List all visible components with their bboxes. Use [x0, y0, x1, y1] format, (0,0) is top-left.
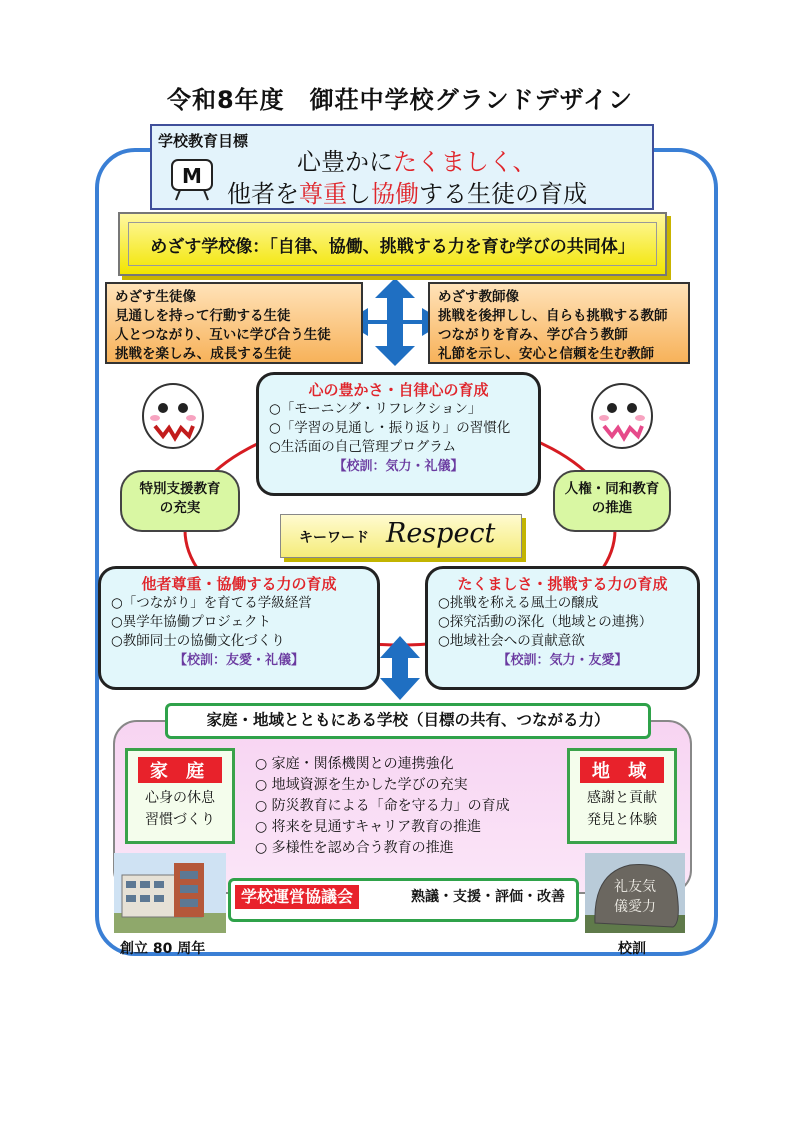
bubble-line: 人権・同和教育 [564, 481, 660, 497]
special-support-bubble [120, 470, 240, 532]
bubble-line: 特別支援教育 [139, 481, 221, 497]
page-title: 令和8年度 御荘中学校グランドデザイン [166, 86, 634, 114]
community-item: ○ 将来を見通すキャリア教育の推進 [255, 819, 482, 835]
student-ideal-item: 見通しを持って行動する生徒 [115, 308, 291, 324]
heart-growth-title: 心の豊かさ・自律心の育成 [308, 381, 489, 399]
heart-growth-item: ○「モーニング・リフレクション」 [269, 401, 482, 417]
strength-challenge-item: ○探究活動の深化（地域との連携） [438, 614, 653, 630]
svg-text:M: M [182, 164, 202, 188]
student-ideal-box [105, 282, 363, 364]
teacher-ideal-title: めざす教師像 [438, 289, 519, 305]
region-label: 地 域 [580, 757, 664, 783]
student-ideal-item: 挑戦を楽しみ、成長する生徒 [115, 346, 292, 362]
motto-stone-photo [585, 853, 685, 933]
home-line: 習慣づくり [145, 812, 215, 828]
photo-caption-right: 校訓 [618, 941, 646, 957]
teacher-ideal-box [428, 282, 690, 364]
school-building-photo [114, 853, 226, 933]
heart-growth-motto: 【校訓：気力・礼儀】 [333, 459, 464, 474]
goal-line-1: 心豊かにたくましく、 [297, 148, 537, 176]
others-respect-item: ○教師同士の協働文化づくり [111, 633, 285, 649]
region-box [567, 748, 677, 844]
others-respect-title: 他者尊重・協働する力の育成 [141, 575, 337, 593]
goal-label: 学校教育目標 [158, 132, 249, 150]
svg-text:儀愛力: 儀愛力 [614, 899, 656, 915]
svg-text:礼友気: 礼友気 [614, 879, 656, 895]
home-text [128, 787, 232, 831]
community-item: ○ 家庭・関係機関との連携強化 [255, 756, 454, 772]
school-vision-banner [118, 212, 667, 276]
school-vision-text: めざす学校像：「自律、協働、挑戦する力を育む学びの共同体」 [128, 222, 657, 266]
community-title: 家庭・地域とともにある学校（目標の共有、つながる力） [165, 703, 651, 739]
others-respect-box [98, 566, 380, 690]
council-label: 学校運営協議会 [235, 885, 359, 909]
region-text [570, 787, 674, 831]
teacher-ideal-item: つながりを育み、学び合う教師 [438, 327, 628, 343]
home-line: 心身の休息 [145, 790, 215, 806]
community-item: ○ 防災教育による「命を守る力」の育成 [255, 798, 510, 814]
heart-growth-item: ○生活面の自己管理プログラム [269, 439, 457, 455]
photo-caption-left: 創立 80 周年 [120, 941, 206, 957]
mascot-left-icon [133, 378, 213, 456]
school-council-box [228, 878, 579, 922]
mascot-right-icon [582, 378, 662, 456]
others-respect-item: ○「つながり」を育てる学級経営 [111, 595, 312, 611]
strength-challenge-box [425, 566, 700, 690]
goal-line-2: 他者を尊重し協働する生徒の育成 [227, 180, 587, 208]
mascot-logo-icon [166, 156, 218, 202]
strength-challenge-item: ○挑戦を称える風土の醸成 [438, 595, 599, 611]
student-ideal-item: 人とつながり、互いに学び合う生徒 [115, 327, 331, 343]
council-text: 熟議・支援・評価・改善 [411, 889, 565, 905]
keyword-label: キーワード [299, 530, 369, 546]
region-line: 感謝と貢献 [587, 790, 657, 806]
bubble-line: の推進 [591, 500, 633, 516]
strength-challenge-item: ○地域社会への貢献意欲 [438, 633, 585, 649]
strength-challenge-motto: 【校訓：気力・友愛】 [497, 653, 628, 668]
others-respect-motto: 【校訓：友愛・礼儀】 [173, 653, 304, 668]
strength-challenge-title: たくましさ・挑戦する力の育成 [457, 575, 668, 593]
home-box [125, 748, 235, 844]
teacher-ideal-item: 礼節を示し、安心と信頼を生む教師 [438, 346, 654, 362]
human-rights-bubble [553, 470, 671, 532]
school-goal-box [150, 124, 654, 210]
teacher-ideal-item: 挑戦を後押しし、自らも挑戦する教師 [438, 308, 668, 324]
community-list [255, 754, 510, 859]
student-ideal-title: めざす生徒像 [115, 289, 196, 305]
heart-growth-item: ○「学習の見通し・振り返り」の習慣化 [269, 420, 511, 436]
community-item: ○ 多様性を認め合う教育の推進 [255, 840, 454, 856]
region-line: 発見と体験 [587, 812, 657, 828]
keyword-word: Respect [386, 518, 496, 549]
home-label: 家 庭 [138, 757, 222, 783]
keyword-box [280, 514, 522, 558]
community-item: ○ 地域資源を生かした学びの充実 [255, 777, 468, 793]
bubble-line: の充実 [159, 500, 201, 516]
heart-growth-box [256, 372, 541, 496]
others-respect-item: ○異学年協働プロジェクト [111, 614, 272, 630]
